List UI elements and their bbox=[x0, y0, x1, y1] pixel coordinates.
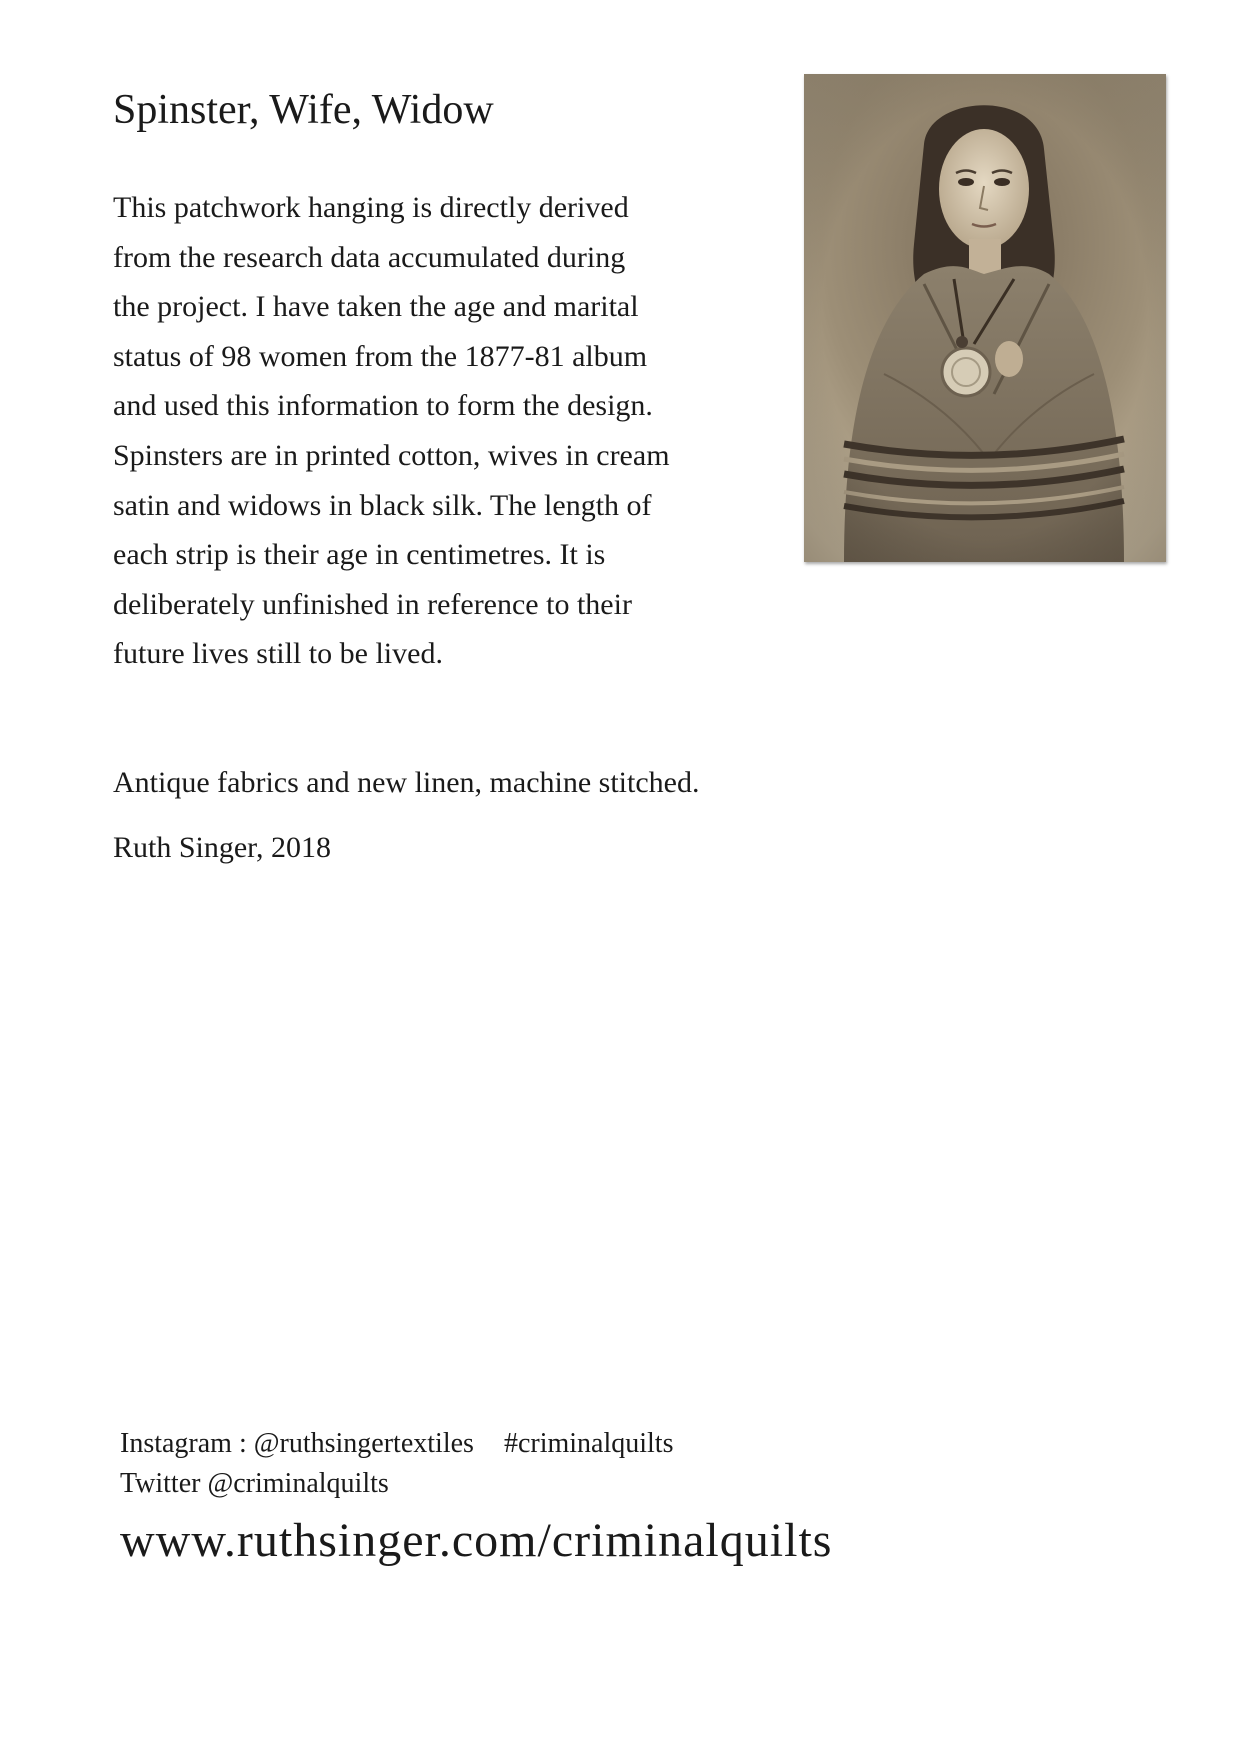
description-line: deliberately unfinished in reference to their bbox=[113, 587, 632, 621]
portrait-illustration bbox=[804, 74, 1166, 562]
description-line: from the research data accumulated during bbox=[113, 240, 626, 274]
artist-credit: Ruth Singer, 2018 bbox=[113, 831, 331, 864]
description-line: future lives still to be lived. bbox=[113, 637, 443, 671]
twitter-handle[interactable]: Twitter @criminalquilts bbox=[120, 1468, 389, 1499]
document-title: Spinster, Wife, Widow bbox=[113, 87, 494, 133]
description-line: status of 98 women from the 1877-81 album bbox=[113, 339, 648, 373]
description-paragraph bbox=[113, 183, 793, 679]
description-line: each strip is their age in centimetres. It is bbox=[113, 538, 606, 572]
description-line: satin and widows in black silk. The length of bbox=[113, 488, 652, 522]
description-line: the project. I have taken the age and marital bbox=[113, 290, 639, 324]
social-links bbox=[120, 1424, 673, 1504]
description-line: and used this information to form the design. bbox=[113, 389, 653, 423]
description-line: Spinsters are in printed cotton, wives in cream bbox=[113, 438, 670, 472]
hashtag[interactable]: #criminalquilts bbox=[503, 1428, 674, 1459]
website-link[interactable]: www.ruthsinger.com/criminalquilts bbox=[120, 1514, 833, 1567]
portrait-photograph bbox=[804, 74, 1166, 562]
instagram-handle[interactable]: Instagram : @ruthsingertextiles bbox=[120, 1428, 474, 1459]
description-line: This patchwork hanging is directly derived bbox=[113, 191, 629, 224]
materials-note: Antique fabrics and new linen, machine stitched. bbox=[113, 766, 700, 799]
social-line-instagram bbox=[120, 1424, 673, 1464]
